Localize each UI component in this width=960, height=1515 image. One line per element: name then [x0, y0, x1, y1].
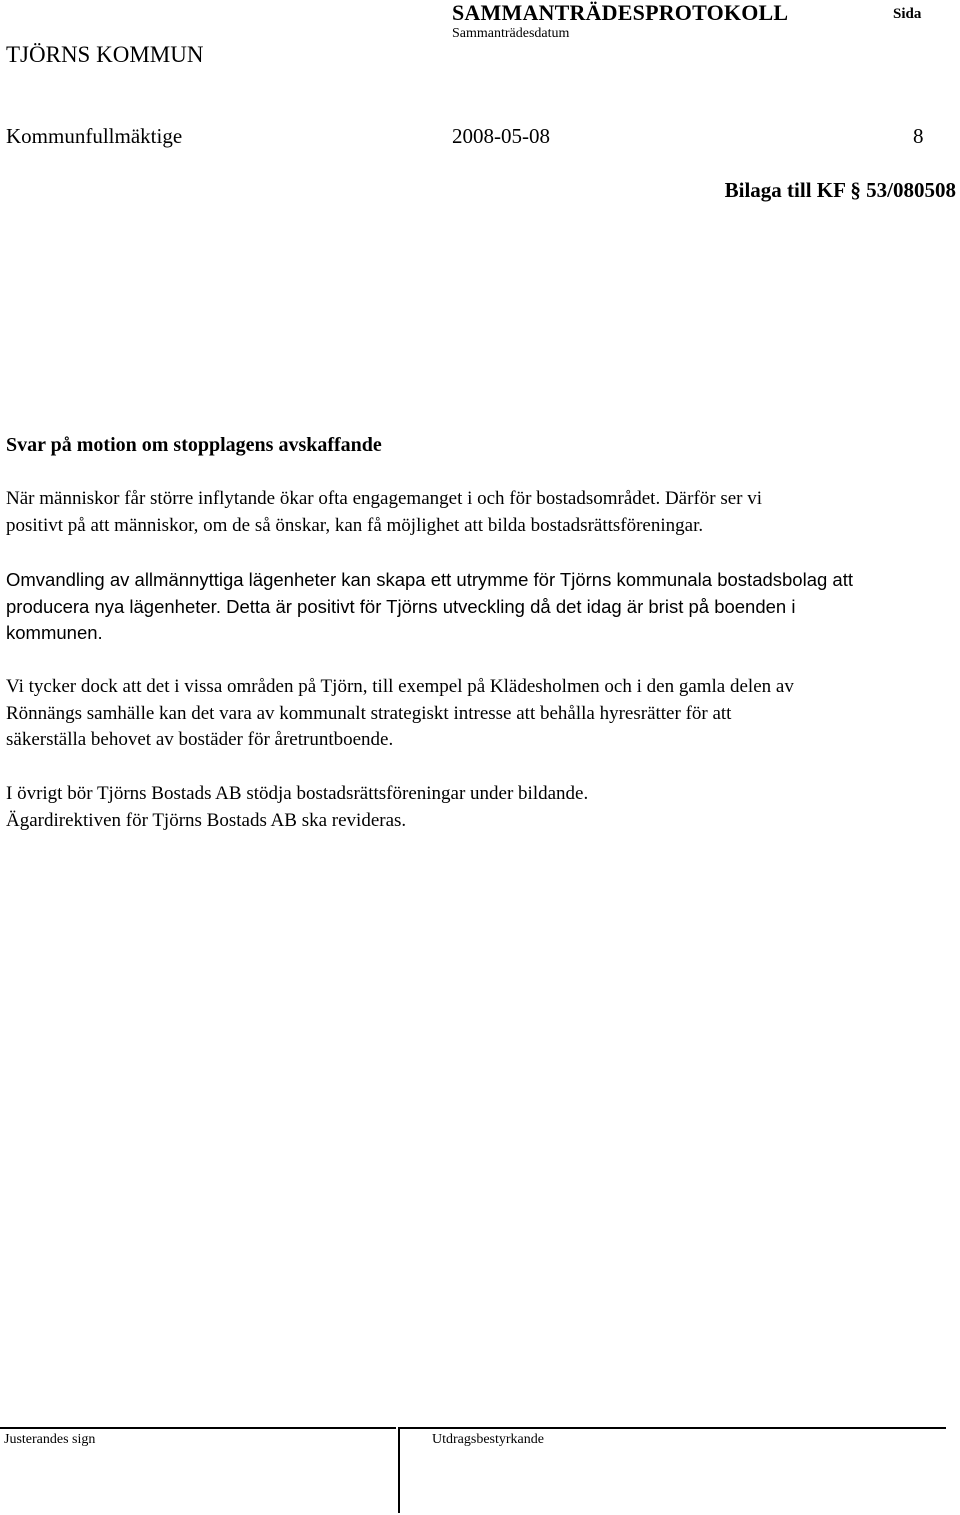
paragraph-line: kommunen. — [6, 622, 103, 643]
meeting-date: 2008-05-08 — [452, 124, 550, 148]
paragraph-line: Vi tycker dock att det i vissa områden på Tjörn, till exempel på Klädesholmen och i den gamla delen av — [6, 676, 794, 697]
paragraph — [6, 674, 794, 754]
footer-rule-left — [0, 1427, 396, 1429]
page-label: Sida — [893, 6, 922, 22]
paragraph-line: producera nya lägenheter. Detta är positivt för Tjörns utveckling då det idag är brist på boenden i — [6, 595, 796, 617]
paragraph-line: När människor får större inflytande ökar ofta engagemanget i och för bostadsområdet. Därför ser vi — [6, 488, 763, 509]
adjuster-signature-label: Justerandes sign — [4, 1432, 96, 1447]
paragraph — [6, 781, 588, 834]
page-number: 8 — [913, 124, 924, 148]
council-name: Kommunfullmäktige — [6, 124, 183, 148]
paragraph-line: säkerställa behovet av bostäder för åretruntboende. — [6, 729, 394, 750]
section-heading: Svar på motion om stopplagens avskaffande — [6, 434, 382, 456]
attachment-reference: Bilaga till KF § 53/080508 — [724, 178, 956, 202]
extract-certification-label: Utdragsbestyrkande — [432, 1432, 544, 1447]
paragraph — [6, 567, 853, 647]
paragraph-line: I övrigt bör Tjörns Bostads AB stödja bostadsrättsföreningar under bildande. — [6, 783, 589, 804]
meeting-date-label: Sammanträdesdatum — [452, 26, 570, 41]
paragraph-line: Ägardirektiven för Tjörns Bostads AB ska revideras. — [6, 809, 407, 831]
paragraph-line: Omvandling av allmännyttiga lägenheter kan skapa ett utrymme för Tjörns kommunala bostadsbolag att — [6, 569, 853, 590]
paragraph — [6, 486, 762, 539]
footer-divider — [398, 1427, 400, 1513]
municipality-name: TJÖRNS KOMMUN — [6, 42, 204, 67]
footer-rule-right — [400, 1427, 946, 1429]
paragraph-line: Rönnängs samhälle kan det vara av kommunalt strategiskt intresse att behålla hyresrätter för att — [6, 702, 732, 724]
paragraph-line: positivt på att människor, om de så önskar, kan få möjlighet att bilda bostadsrättsföreningar. — [6, 514, 704, 536]
document-title: SAMMANTRÄDESPROTOKOLL — [452, 0, 789, 25]
